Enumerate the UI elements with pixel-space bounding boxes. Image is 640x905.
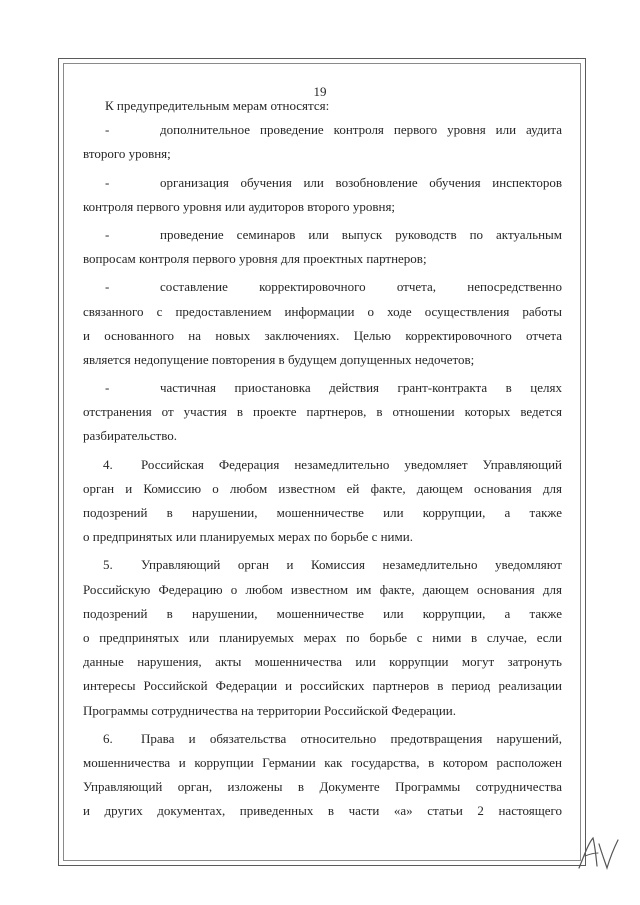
paragraph-number: 5. bbox=[103, 557, 113, 573]
bullet-text: отстранения от участия в проекте партнеров, в отношении которых ведется bbox=[83, 404, 562, 420]
paragraph-text: данные нарушения, акты мошенничества или коррупции могут затронуть bbox=[83, 654, 562, 670]
bullet-marker: - bbox=[105, 226, 110, 242]
bullet-item bbox=[83, 118, 562, 142]
bullet-text: составление корректировочного отчета, непосредственно bbox=[160, 279, 562, 295]
paragraph-text: подозрений в нарушении, мошенничестве или коррупции, а также bbox=[83, 605, 562, 621]
paragraph-text: о предпринятых или планируемых мерах по борьбе с ними. bbox=[83, 529, 413, 545]
numbered-paragraph bbox=[83, 453, 562, 477]
bullet-marker: - bbox=[105, 380, 110, 396]
bullet-text: разбирательство. bbox=[83, 428, 178, 444]
bullet-item bbox=[83, 223, 562, 247]
paragraph-text: о предпринятых или планируемых мерах по борьбе с ними в случае, если bbox=[83, 629, 562, 645]
paragraph-text: Права и обязательства относительно предотвращения нарушений, bbox=[141, 730, 562, 746]
bullet-text: является недопущение повторения в будущем допущенных недочетов; bbox=[83, 351, 475, 367]
bullet-item bbox=[83, 275, 562, 299]
document-body bbox=[83, 94, 562, 823]
paragraph-number: 4. bbox=[103, 456, 113, 472]
bullet-text: проведение семинаров или выпуск руководств по актуальным bbox=[160, 226, 562, 242]
bullet-text: организация обучения или возобновление обучения инспекторов bbox=[160, 174, 562, 190]
bullet-marker: - bbox=[105, 122, 110, 138]
paragraph-text: Российская Федерация незамедлительно уведомляет Управляющий bbox=[141, 456, 562, 472]
handwritten-initials-signature bbox=[575, 832, 621, 872]
paragraph-text: Российскую Федерацию о любом известном им факте, дающем основания для bbox=[83, 581, 562, 597]
bullet-text: связанного с предоставлением информации о ходе осуществления работы bbox=[83, 303, 562, 319]
paragraph-text: орган и Комиссию о любом известном ей факте, дающем основания для bbox=[83, 480, 562, 496]
paragraph-text: Программы сотрудничества на территории Российской Федерации. bbox=[83, 702, 456, 718]
bullet-text: частичная приостановка действия грант-контракта в целях bbox=[160, 380, 562, 396]
paragraph-number: 6. bbox=[103, 730, 113, 746]
intro-text: К предупредительным мерам относятся: bbox=[105, 98, 330, 113]
bullet-marker: - bbox=[105, 279, 110, 295]
numbered-paragraph bbox=[83, 553, 562, 577]
bullet-text: вопросам контроля первого уровня для проектных партнеров; bbox=[83, 251, 427, 267]
page-number: 19 bbox=[313, 84, 327, 99]
bullet-marker: - bbox=[105, 174, 110, 190]
bullet-text: второго уровня; bbox=[83, 146, 171, 162]
bullet-item bbox=[83, 171, 562, 195]
paragraph-text: интересы Российской Федерации и российских партнеров в период реализации bbox=[83, 678, 562, 694]
bullet-text: контроля первого уровня или аудиторов второго уровня; bbox=[83, 198, 396, 214]
bullet-text: и основанного на новых заключениях. Целью корректировочного отчета bbox=[83, 327, 562, 343]
bullet-item bbox=[83, 376, 562, 400]
bullet-text: дополнительное проведение контроля первого уровня или аудита bbox=[160, 122, 562, 138]
paragraph-text: Управляющий орган и Комиссия незамедлительно уведомляют bbox=[141, 557, 562, 573]
paragraph-text: подозрений в нарушении, мошенничестве или коррупции, а также bbox=[83, 505, 562, 520]
numbered-paragraph bbox=[83, 727, 562, 751]
paragraph-text: мошенничества и коррупции Германии как государства, в котором расположен bbox=[83, 754, 562, 770]
paragraph-text: Управляющий орган, изложены в Документе Программы сотрудничества bbox=[83, 779, 562, 795]
paragraph-text: и других документах, приведенных в части «а» статьи 2 настоящего bbox=[83, 803, 562, 819]
